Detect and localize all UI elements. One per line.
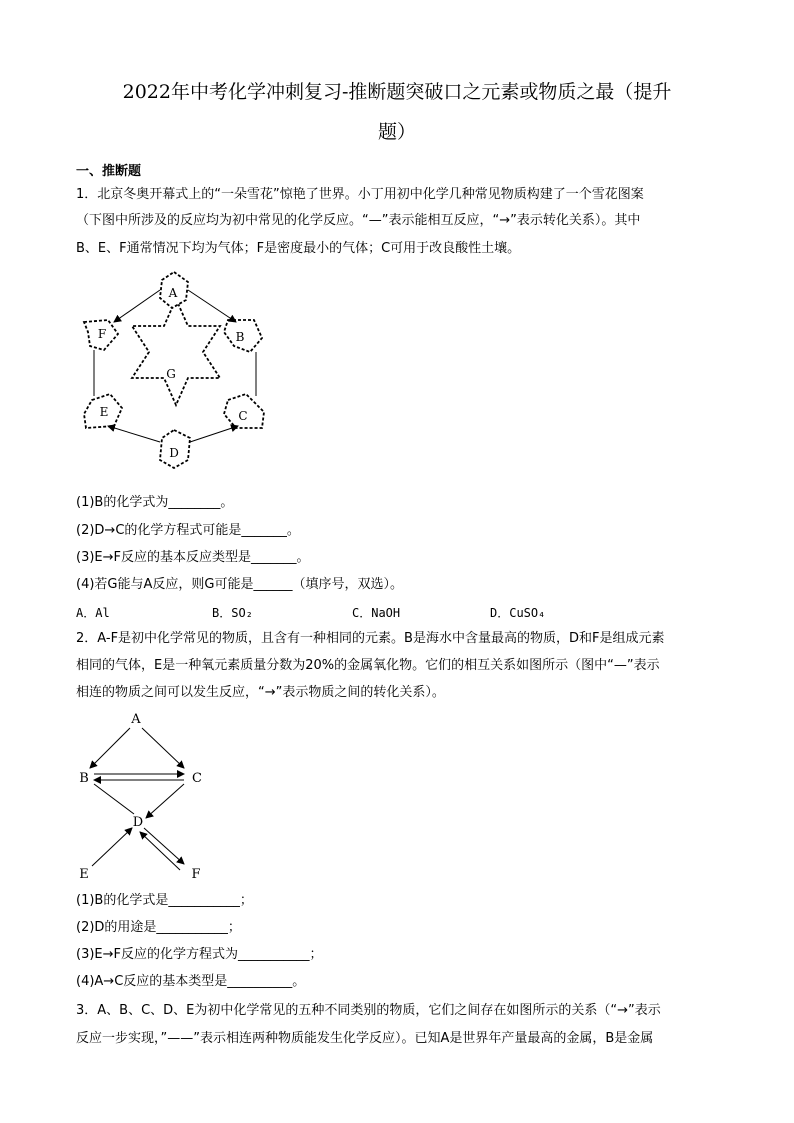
d-to-e-arrow <box>108 426 160 442</box>
d-to-c-arrow <box>190 426 238 442</box>
q2-sub-4: (4)A→C反应的基本类型是__________。 <box>76 974 306 989</box>
node-g-label: G <box>166 367 176 381</box>
a-to-b-arrow <box>188 290 236 322</box>
q1-sub-3: (3)E→F反应的基本反应类型是_______。 <box>76 550 310 565</box>
d-to-f-arrow <box>144 828 184 864</box>
q1-choice-a: A．Al <box>76 606 110 620</box>
node-d-label: D <box>169 446 179 460</box>
q2-text-line-2: 相同的气体，E是一种氧元素质量分数为20%的金属氧化物。它们的相互关系如图所示（图中“—”表示 <box>76 658 660 673</box>
q2-text-line-1: 2．A-F是初中化学常见的物质，且含有一种相同的元素。B是海水中含量最高的物质，D和F是组成元素 <box>76 631 665 646</box>
node-a-label: A <box>131 712 141 727</box>
node-c-label: C <box>238 409 248 423</box>
q1-sub-1: (1)B的化学式为________。 <box>76 495 234 510</box>
q1-sub-2: (2)D→C的化学方程式可能是_______。 <box>76 523 300 538</box>
page-title-line-1: 2022年中考化学冲刺复习-推断题突破口之元素或物质之最（提升 <box>122 81 672 103</box>
node-b-label: B <box>79 771 89 786</box>
node-c-label: C <box>192 771 202 786</box>
page-title-line-2: 题） <box>377 121 416 143</box>
q1-snowflake-diagram <box>78 266 274 472</box>
node-e-label: E <box>79 867 89 882</box>
q1-text-line-2: （下图中所涉及的反应均为初中常见的化学反应。“—”表示能相互反应，“→”表示转化关系）。其中 <box>76 213 641 228</box>
a-to-f-arrow <box>114 290 160 322</box>
node-e-label: E <box>99 405 109 419</box>
q2-relation-diagram <box>72 710 222 886</box>
q2-sub-1: (1)B的化学式是___________； <box>76 893 253 908</box>
q2-text-line-3: 相连的物质之间可以发生反应，“→”表示物质之间的转化关系）。 <box>76 685 445 700</box>
q2-sub-3: (3)E→F反应的化学方程式为___________； <box>76 947 323 962</box>
q1-sub-4: (4)若G能与A反应，则G可能是______（填序号，双选）。 <box>76 577 403 592</box>
q1-choice-b: B．SO₂ <box>212 606 253 620</box>
f-to-d-arrow <box>140 832 180 870</box>
a-to-b-arrow <box>90 728 130 768</box>
q1-text-line-3: B、E、F通常情况下均为气体；F是密度最小的气体；C可用于改良酸性土壤。 <box>76 241 521 256</box>
q1-choice-d: D．CuSO₄ <box>490 606 546 620</box>
q1-text-line-1: 1．北京冬奥开幕式上的“一朵雪花”惊艳了世界。小丁用初中化学几种常见物质构建了一个雪花图案 <box>76 187 644 202</box>
node-a-label: A <box>168 286 178 300</box>
q1-choice-c: C．NaOH <box>352 606 401 620</box>
q2-sub-2: (2)D的用途是___________； <box>76 920 241 935</box>
node-d-label: D <box>132 815 144 830</box>
g-snowflake-shape <box>132 299 220 405</box>
b-d-link <box>94 784 134 814</box>
node-f-label: F <box>191 867 201 882</box>
a-to-c-arrow <box>142 728 184 768</box>
q3-text-line-1: 3．A、B、C、D、E为初中化学常见的五种不同类别的物质，它们之间存在如图所示的关系（“→”表示 <box>76 1003 661 1018</box>
section-heading: 一、推断题 <box>76 164 142 179</box>
q3-text-line-2: 反应一步实现，”——”表示相连两种物质能发生化学反应）。已知A是世界年产量最高的金属，B是金属 <box>76 1031 654 1046</box>
node-f-label: F <box>97 327 107 341</box>
e-to-d-arrow <box>92 828 132 866</box>
c-to-d-arrow <box>146 784 184 818</box>
node-b-label: B <box>235 330 245 344</box>
